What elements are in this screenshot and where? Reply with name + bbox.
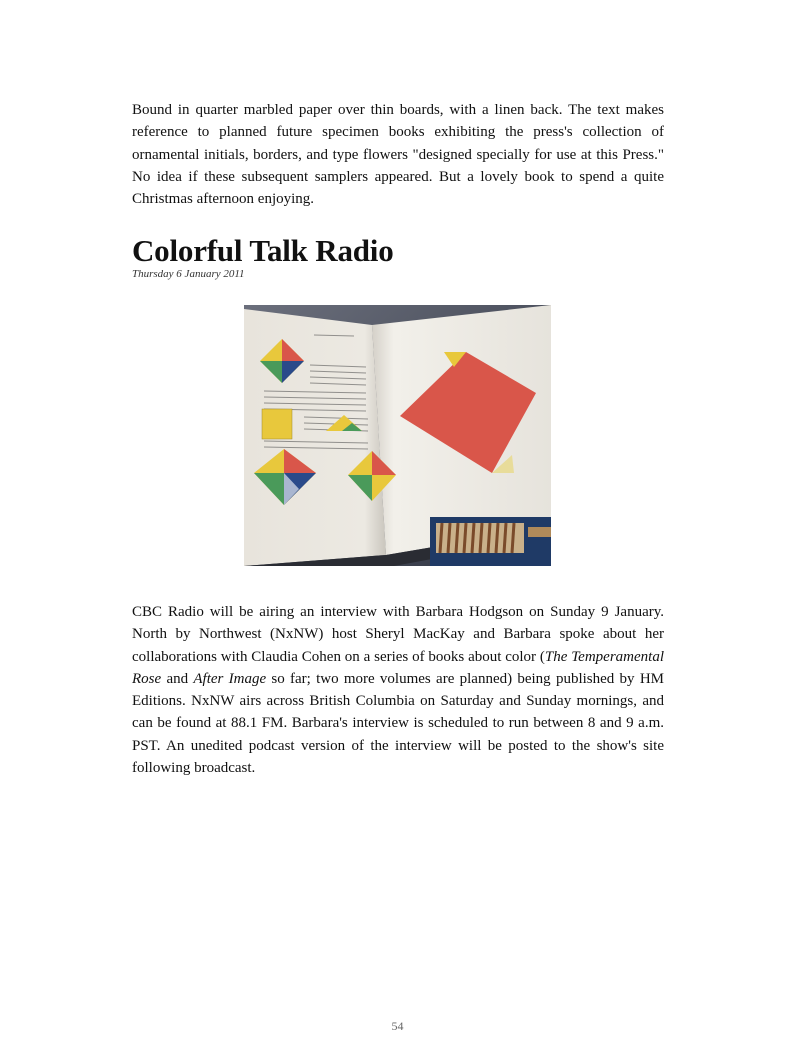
paragraph-text-2: and (161, 670, 194, 687)
paragraph-text-1: CBC Radio will be airing an interview with Barbara Hodgson on Sunday 9 January. North by Northwest (NxNW) host Sheryl MacKay and Barbara spoke about her collaborations with Claudia Cohen on a series of books about color ( (132, 604, 664, 665)
post-date: Thursday 6 January 2011 (132, 268, 245, 280)
post-title: Colorful Talk Radio (132, 233, 394, 268)
paragraph-text-3: so far; two more volumes are planned) being published by HM Editions. NxNW airs across British Columbia on Saturday and Sunday mornings, and can be found at 88.1 FM. Barbara's interview is scheduled to run between 8 and 9 a.m. PST. An unedited podcast version of the interview will be posted to the show's site following broadcast. (132, 670, 664, 777)
intro-paragraph: Bound in quarter marbled paper over thin boards, with a linen back. The text makes reference to planned future specimen books exhibiting the press's collection of ornamental initials, borders, and type flowers "designed specially for use at this Press." No idea if these subsequent samplers appeared. But a lovely book to spend a quite Christmas afternoon enjoying. (132, 102, 664, 208)
book-title-after-image: After Image (193, 670, 267, 687)
book-photo (244, 305, 551, 566)
page-number: 54 (391, 1019, 404, 1033)
book-title-temperamental-rose: The Temperamental Rose (132, 648, 664, 687)
main-paragraph (132, 601, 664, 779)
